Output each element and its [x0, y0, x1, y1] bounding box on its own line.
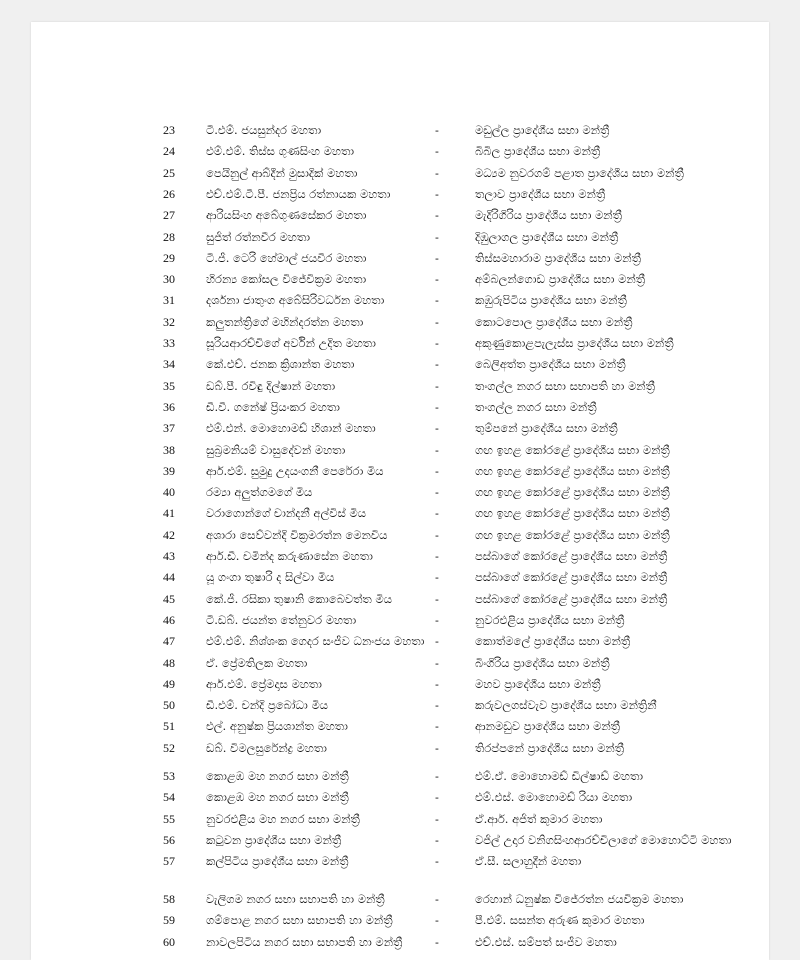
row-name: සුජිත් රත්නවීර මහතා [206, 229, 310, 244]
row-number: 50 [163, 698, 175, 713]
row-name: කේ.එච්. ජනක ක්‍රිශාන්ත මහතා [206, 357, 355, 372]
list-row [31, 787, 769, 808]
row-number: 36 [163, 399, 175, 414]
row-number: 56 [163, 832, 175, 847]
row-name: ඒ. ප්‍රේමතිලක මහතා [206, 655, 308, 670]
row-name: සුබ්‍රමනියම් වාසුදේවන් මහතා [206, 442, 346, 457]
row-separator: - [435, 336, 439, 350]
row-position: ගඟ ඉහළ කෝරළේ ප්‍රාදේශීය සභා මන්ත්‍රී [475, 463, 670, 478]
row-separator: - [435, 506, 439, 521]
row-separator: - [435, 463, 439, 478]
row-separator: - [435, 832, 439, 847]
row-position: තුම්පනේ ප්‍රාදේශීය සභා මන්ත්‍රී [475, 421, 618, 436]
row-name: කොළඹ මහ නගර සභා මන්ත්‍රී [206, 769, 349, 783]
row-number: 40 [163, 485, 175, 500]
row-separator: - [435, 165, 439, 180]
row-number: 57 [163, 854, 175, 869]
row-position: රෙහාන් ධනුෂ්ක විජේරත්න ජයවික්‍රම මහතා [475, 892, 684, 906]
row-name: එම්.එම්. තිස්ස ගුණසිංහ මහතා [206, 144, 355, 159]
row-position: මැදිරිගිරිය ප්‍රාදේශීය සභා මන්ත්‍රී [475, 208, 622, 223]
row-name: ඩී.වී. ගනේෂ් ප්‍රියංකර මහතා [206, 399, 340, 414]
list-row [31, 376, 769, 397]
row-name: හිරන්‍ය කෝසල විජේවික්‍රම මහතා [206, 272, 367, 287]
list-row [31, 653, 769, 674]
row-name: පෙයිනුල් ආබ්දීන් මුසාදික් මහතා [206, 165, 358, 180]
row-separator: - [435, 421, 439, 436]
list-row [31, 830, 769, 851]
row-number: 27 [163, 208, 175, 223]
row-number: 42 [163, 527, 175, 542]
row-number: 31 [163, 293, 175, 308]
row-name: ආරියසිංහ අබේගුණසේකර මහතා [206, 208, 367, 223]
row-position: පස්බාගේ කෝරළේ ප්‍රාදේශීය සභා මන්ත්‍රී [475, 570, 668, 585]
row-number: 35 [163, 378, 175, 393]
row-name: නාවලපිටිය නගර සභා සභාපති හා මන්ත්‍රී [206, 934, 403, 949]
row-name: ඩබ්. විමලසුරේන්ද්‍ර මහතා [206, 740, 327, 755]
row-number: 30 [163, 272, 175, 287]
list-row [31, 248, 769, 269]
list-row [31, 418, 769, 439]
row-position: ගඟ ඉහළ කෝරළේ ප්‍රාදේශීය සභා මන්ත්‍රී [475, 442, 670, 457]
row-position: වජිල් උදාර වනිගසිංහආරච්චිලාගේ මොහොට්ටි මහතා [475, 832, 732, 847]
list-row [31, 567, 769, 588]
list-row [31, 695, 769, 716]
list-row [31, 205, 769, 226]
row-position: තිරප්පනේ ප්‍රාදේශීය සභා මන්ත්‍රී [475, 740, 625, 755]
row-name: යූ ගංගා තුෂාරි ද සිල්වා මිය [206, 570, 335, 585]
list-row [31, 809, 769, 830]
list-row [31, 503, 769, 524]
list-row [31, 738, 769, 759]
row-separator: - [435, 913, 439, 928]
row-separator: - [435, 144, 439, 159]
list-row [31, 120, 769, 141]
row-position: එම්.ඒ. මොහොමඩ් ඩිල්ෂාඩ් මහතා [475, 769, 644, 783]
row-name: ටී.එම්. ජයසුන්දර මහතා [206, 123, 322, 137]
row-position: ඒ.ආර්. අජිත් කුමාර මහතා [475, 811, 603, 826]
row-number: 52 [163, 740, 175, 755]
row-number: 46 [163, 612, 175, 627]
row-position: කරුවලගස්වැව ප්‍රාදේශීය සභා මන්ත්‍රිනී [475, 698, 657, 713]
row-name: එම්.එම්. නිශ්ශංක ගෙදර සංජීව ධනංජය මහතා [206, 634, 425, 649]
row-number: 29 [163, 250, 175, 265]
row-separator: - [435, 612, 439, 627]
row-position: ආනමඩුව ප්‍රාදේශීය සභා මන්ත්‍රී [475, 719, 621, 734]
row-position: තලාව ප්‍රාදේශීය සභා මන්ත්‍රී [475, 186, 606, 201]
row-separator: - [435, 676, 439, 691]
row-separator: - [435, 314, 439, 329]
row-number: 54 [163, 790, 175, 805]
row-separator: - [435, 892, 439, 906]
row-separator: - [435, 549, 439, 563]
row-position: බිංගිරිය ප්‍රාදේශීය සභා මන්ත්‍රී [475, 655, 610, 670]
row-separator: - [435, 769, 439, 783]
row-separator: - [435, 591, 439, 606]
row-separator: - [435, 634, 439, 649]
row-number: 47 [163, 634, 175, 649]
row-separator: - [435, 655, 439, 670]
row-separator: - [435, 186, 439, 201]
row-number: 25 [163, 165, 175, 180]
row-number: 53 [163, 769, 175, 783]
list-row [31, 141, 769, 162]
row-position: තංගල්ල නගර සභා මන්ත්‍රී [475, 399, 597, 414]
row-separator: - [435, 854, 439, 869]
row-name: ටී.ජී. ටෙරි හේමාල් ජයවීර මහතා [206, 250, 367, 265]
row-number: 59 [163, 913, 175, 928]
row-number: 58 [163, 892, 175, 906]
row-number: 51 [163, 719, 175, 734]
row-number: 44 [163, 570, 175, 585]
row-number: 41 [163, 506, 175, 521]
list-row [31, 674, 769, 695]
list-row [31, 910, 769, 931]
row-position: කොත්මලේ ප්‍රාදේශීය සභා මන්ත්‍රී [475, 634, 631, 649]
list-row [31, 631, 769, 652]
row-number: 23 [163, 123, 175, 137]
row-position: පස්බාගේ කෝරළේ ප්‍රාදේශීය සභා මන්ත්‍රී [475, 549, 668, 563]
row-position: පී.එම්. සසන්ත අරුණ කුමාර මහතා [475, 913, 645, 928]
list-row [31, 440, 769, 461]
list-row [31, 269, 769, 290]
row-position: ගඟ ඉහළ කෝරළේ ප්‍රාදේශීය සභා මන්ත්‍රී [475, 485, 670, 500]
row-name: අශාරා සෙව්වන්දි වික්‍රමරත්න මෙනවිය [206, 527, 388, 542]
list-row [31, 851, 769, 872]
row-name: ආර්.ඩී. චමින්ද කරුණාසේන මහතා [206, 549, 373, 563]
row-name: ඩබ්.පී. රවිඳු දිල්ෂාන් මහතා [206, 378, 336, 393]
row-separator: - [435, 293, 439, 308]
document-page [31, 22, 769, 960]
row-number: 26 [163, 186, 175, 201]
row-separator: - [435, 442, 439, 457]
row-name: දර්ශනා ජාතුංග අබේසිරිවර්ධන මහතා [206, 293, 385, 308]
row-number: 55 [163, 811, 175, 826]
row-separator: - [435, 378, 439, 393]
row-separator: - [435, 570, 439, 585]
row-name: එච්.එම්.ටී.පී. ජනප්‍රිය රත්නායක මහතා [206, 186, 391, 201]
row-separator: - [435, 527, 439, 542]
row-position: කොටපොල ප්‍රාදේශීය සභා මන්ත්‍රී [475, 314, 633, 329]
row-separator: - [435, 934, 439, 949]
row-name: කොළඹ මහ නගර සභා මන්ත්‍රී [206, 790, 349, 805]
row-separator: - [435, 399, 439, 414]
row-name: ඩී.එම්. චන්දි ප්‍රබෝධා මිය [206, 698, 329, 713]
list-row [31, 163, 769, 184]
row-position: බිබිල ප්‍රාදේශීය සභා මන්ත්‍රී [475, 144, 601, 159]
row-name: එල්. අනුෂ්ක ප්‍රියශාන්ත මහතා [206, 719, 348, 734]
row-number: 60 [163, 934, 175, 949]
row-number: 34 [163, 357, 175, 372]
row-position: එම්.එස්. මොහොමඩ් රියා මහතා [475, 790, 633, 805]
row-name: කේ.ජී. රසිකා තුෂානි කොබෙවත්ත මිය [206, 591, 392, 606]
row-separator: - [435, 719, 439, 734]
row-position: කඹුරුපිටිය ප්‍රාදේශීය සභා මන්ත්‍රී [475, 293, 627, 308]
row-position: ගඟ ඉහළ කෝරළේ ප්‍රාදේශීය සභා මන්ත්‍රී [475, 527, 670, 542]
row-separator: - [435, 208, 439, 223]
row-name: ගම්පොළ නගර සභා සභාපති හා මන්ත්‍රී [206, 913, 393, 928]
row-separator: - [435, 123, 439, 137]
list-row [31, 525, 769, 546]
row-number: 37 [163, 421, 175, 436]
row-number: 28 [163, 229, 175, 244]
row-position: ඒ.සී. සලාහුදීන් මහතා [475, 854, 582, 869]
row-name: නුවරඑළිය මහ නගර සභා මන්ත්‍රී [206, 811, 360, 826]
row-position: අම්බලන්ගොඩ ප්‍රාදේශීය සභා මන්ත්‍රී [475, 272, 646, 287]
row-number: 33 [163, 336, 175, 350]
list-row [31, 354, 769, 375]
row-name: වැලිගම නගර සභා සභාපති හා මන්ත්‍රී [206, 892, 385, 906]
row-number: 24 [163, 144, 175, 159]
row-number: 38 [163, 442, 175, 457]
row-name: එම්.එන්. මොහොමඩ් හිශාන් මහතා [206, 421, 376, 436]
row-number: 43 [163, 549, 175, 563]
row-position: ගඟ ඉහළ කෝරළේ ප්‍රාදේශීය සභා මන්ත්‍රී [475, 506, 670, 521]
row-position: මඩුල්ල ප්‍රාදේශීය සභා මන්ත්‍රී [475, 123, 610, 137]
row-separator: - [435, 229, 439, 244]
row-name: කල්පිටිය ප්‍රාදේශීය සභා මන්ත්‍රී [206, 854, 349, 869]
list-row [31, 546, 769, 567]
list-row [31, 290, 769, 311]
row-position: මහව ප්‍රාදේශීය සභා මන්ත්‍රී [475, 676, 601, 691]
list-row [31, 716, 769, 737]
row-position: අකුණුකොළපැලැස්ස ප්‍රාදේශීය සභා මන්ත්‍රී [475, 336, 674, 350]
row-separator: - [435, 272, 439, 287]
row-separator: - [435, 698, 439, 713]
row-position: තිස්සමහාරාම ප්‍රාදේශීය සභා මන්ත්‍රී [475, 250, 641, 265]
list-row [31, 312, 769, 333]
row-number: 49 [163, 676, 175, 691]
row-name: සූරියආරච්චිගේ අර්වින් උදිත මහතා [206, 336, 376, 350]
row-separator: - [435, 250, 439, 265]
row-number: 39 [163, 463, 175, 478]
row-name: කටුවන ප්‍රාදේශීය සභා මන්ත්‍රී [206, 832, 342, 847]
row-position: බෙලිඅත්ත ප්‍රාදේශීය සභා මන්ත්‍රී [475, 357, 626, 372]
row-position: දිඹුලාගල ප්‍රාදේශීය සභා මන්ත්‍රී [475, 229, 619, 244]
row-number: 45 [163, 591, 175, 606]
list-row [31, 461, 769, 482]
row-position: නුවරඑළිය ප්‍රාදේශීය සභා මන්ත්‍රී [475, 612, 625, 627]
row-number: 32 [163, 314, 175, 329]
list-row [31, 589, 769, 610]
row-position: එච්.එස්. සම්පත් සංජීව මහතා [475, 934, 617, 949]
row-position: මධ්‍යම නුවරගම් පළාත ප්‍රාදේශීය සභා මන්ත්‍රී [475, 165, 684, 180]
list-row [31, 766, 769, 787]
row-name: වරාගොන්ගේ චාන්දනී අල්විස් මිය [206, 506, 366, 521]
row-separator: - [435, 790, 439, 805]
row-name: ආර්.එම්. සුමුදු උදයංගනී පෙරේරා මිය [206, 463, 384, 478]
list-row [31, 610, 769, 631]
row-position: පස්බාගේ කෝරළේ ප්‍රාදේශීය සභා මන්ත්‍රී [475, 591, 668, 606]
row-separator: - [435, 357, 439, 372]
list-row [31, 482, 769, 503]
row-number: 48 [163, 655, 175, 670]
list-row [31, 227, 769, 248]
row-separator: - [435, 811, 439, 826]
row-name: කලුතන්ත්‍රිගේ මහින්දරත්න මහතා [206, 314, 364, 329]
row-name: ආර්.එම්. ප්‍රේමදාස මහතා [206, 676, 322, 691]
list-row [31, 889, 769, 910]
row-position: තංගල්ල නගර සභා සභාපති හා මන්ත්‍රී [475, 378, 655, 393]
row-name: ටී.ඩබ්. ජයන්ත තේනුවර මහතා [206, 612, 357, 627]
list-row [31, 932, 769, 953]
row-name: රම්‍යා අලුත්ගමගේ මිය [206, 485, 313, 500]
list-row [31, 184, 769, 205]
list-row [31, 397, 769, 418]
row-separator: - [435, 740, 439, 755]
row-separator: - [435, 485, 439, 500]
list-row [31, 333, 769, 354]
